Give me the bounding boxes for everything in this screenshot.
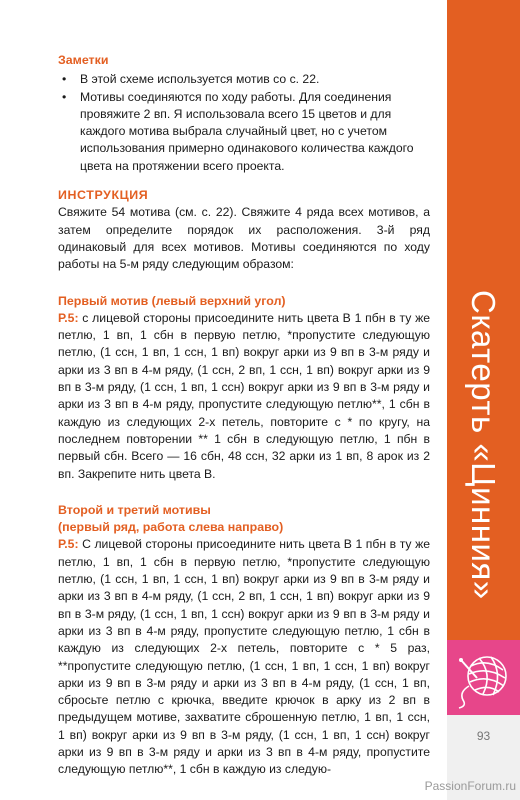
row-instructions: с лицевой стороны присоедините нить цвета В 1 пбн в ту же петлю, 1 вп, 1 сбн в первую петлю, *пропустите следующую петлю, (1 ссн, 1 вп, 1 ссн, 1 вп) вокруг арки из 9 вп в 3-м ряду и арки из 3 вп в 4-м ряду, (1 ссн, 2 вп, 1 ссн, 1 вп) вокруг арки из 9 вп в 3-м ряду, (1 ссн, 1 вп, 1 ссн) вокруг арки из 9 вп в 3-м ряду и арки из 3 вп в 4-м ряду, пропустите следующую петлю**, 1 сбн в каждую из следующих 2-х петель, повторите с * по кругу, на последнем повторении ** 1 сбн в следующую петлю, 1 пбн в первый сбн. Всего — 16 сбн, 48 ссн, 32 арки из 1 вп, 8 арок из 2 вп. Закрепите нить цвета В. <box>58 310 430 481</box>
row-label: Р.5: <box>58 310 79 325</box>
section-subheading-second-motif: (первый ряд, работа слева направо) <box>58 520 284 535</box>
instructions-text: Свяжите 54 мотива (см. с. 22). Свяжите 4 ряда всех мотивов, а затем определите порядок их расположения. 3-й ряд одинаковый для всех мотивов. Мотивы соединяются по ходу работы на 5-м ряду следующим образом: <box>58 205 430 272</box>
notes-list <box>58 71 430 175</box>
yarn-icon-box <box>447 640 520 715</box>
main-text-column <box>58 52 430 779</box>
section-paragraph-second-motif <box>58 536 430 778</box>
row-instructions: С лицевой стороны присоедините нить цвета В 1 пбн в ту же петлю, 1 вп, 1 сбн в первую петлю, *пропустите следующую петлю, (1 ссн, 1 вп, 1 ссн, 1 вп) вокруг арки из 9 вп в 3-м ряду и арки из 3 вп в 4-м ряду, (1 ссн, 2 вп, 1 ссн, 1 вп) вокруг арки из 9 вп в 3-м ряду, (1 ссн, 1 вп, 1 ссн) вокруг арки из 9 вп в 3-м ряду и арки из 3 вп в 4-м ряду, пропустите следующую петлю, 1 сбн в каждую из следующих 2-х петель, повторите с * 5 раз, **пропустите следующую петлю, (1 ссн, 1 вп, 1 ссн, 1 вп) вокруг арки из 9 вп в 3-м ряду и арки из 3 вп в 4-м ряду, (1 ссн, 1 вп, сбросьте петлю с крючка, введите крючок в арку из 2 вп в предыдущем мотиве, захватите сброшенную петлю, 1 вп, 1 ссн, 1 вп) вокруг арки из 9 вп в 3-м ряду, (1 ссн, 1 вп, 1 ссн) вокруг арки из 9 вп в 3-м ряду и арки из 3 вп в 4-м ряду, пропустите следующую петлю**, 1 сбн в каждую из следую- <box>58 537 430 777</box>
chapter-title-text: Скатерть «Цинния» <box>465 290 502 600</box>
page-number: 93 <box>476 729 491 743</box>
instructions-heading: ИНСТРУКЦИЯ <box>58 188 149 203</box>
row-label: Р.5: <box>58 537 79 552</box>
section-paragraph-first-motif <box>58 310 430 483</box>
yarn-ball-icon <box>447 640 520 715</box>
notes-item: • Мотивы соединяются по ходу работы. Для соединения провяжите 2 вп. Я использовала всего 15 цветов и для каждого мотива выбрала случайный цвет, но с учетом использования примерно одинакового количества каждого цвета на протяжении всего проекта. <box>58 89 430 175</box>
section-heading-second-motif: Второй и третий мотивы <box>58 502 211 517</box>
watermark: PassionForum.ru <box>424 779 516 793</box>
section-heading-first-motif: Первый мотив (левый верхний угол) <box>58 293 286 308</box>
chapter-title <box>447 290 520 650</box>
notes-heading: Заметки <box>58 53 109 67</box>
notes-item: • В этой схеме используется мотив со с. 22. <box>58 71 430 88</box>
